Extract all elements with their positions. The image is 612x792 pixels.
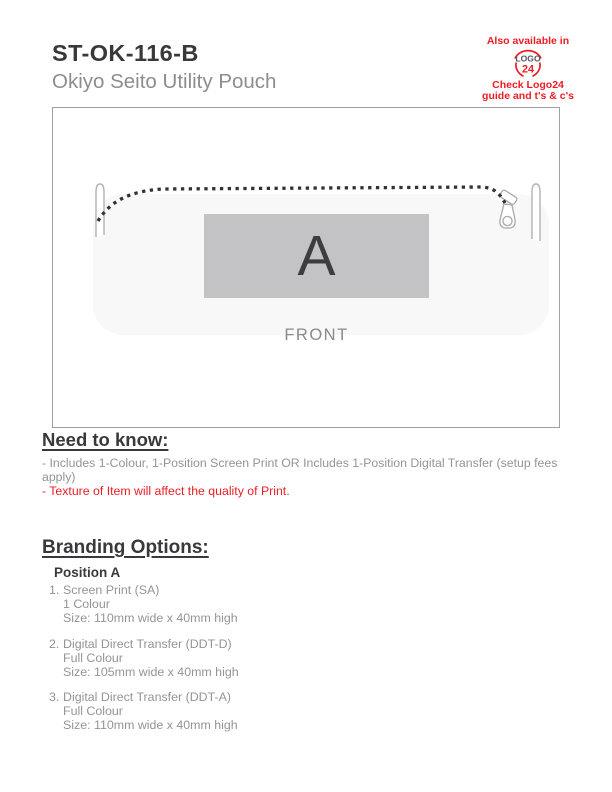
option-method-label: Digital Direct Transfer (DDT-A) xyxy=(63,690,231,705)
product-name-subtitle: Okiyo Seito Utility Pouch xyxy=(52,70,277,93)
option-method xyxy=(49,638,449,652)
option-size: Size: 110mm wide x 40mm high xyxy=(63,718,238,733)
option-colour: Full Colour xyxy=(63,704,123,719)
option-method xyxy=(49,691,449,705)
option-number: 1. xyxy=(49,583,60,597)
product-code-title: ST-OK-116-B xyxy=(52,40,199,66)
product-image-frame xyxy=(52,107,560,428)
option-method xyxy=(49,584,449,598)
logo24-badge-word: LOGO xyxy=(515,53,541,64)
branding-option-1 xyxy=(49,584,449,626)
need-to-know-warning: - Texture of Item will affect the quality of Print. xyxy=(42,484,290,498)
position-letter: A xyxy=(297,223,336,288)
option-method-label: Screen Print (SA) xyxy=(63,583,160,597)
option-colour: 1 Colour xyxy=(63,596,110,611)
front-view-label: FRONT xyxy=(284,326,349,344)
logo24-line-guide: guide and t's & c's xyxy=(482,90,574,102)
option-number: 2. xyxy=(49,636,60,651)
branding-options-list xyxy=(49,565,449,745)
position-a-title: Position A xyxy=(54,565,121,580)
option-size: Size: 110mm wide x 40mm high xyxy=(63,610,238,625)
option-number: 3. xyxy=(49,690,60,705)
logo24-line-check: Check Logo24 xyxy=(492,79,564,91)
logo24-badge-number: 24 xyxy=(521,63,535,76)
logo24-availability-block xyxy=(474,36,582,102)
option-colour: Full Colour xyxy=(63,650,123,665)
branding-position-marker xyxy=(204,214,429,298)
option-size: Size: 105mm wide x 40mm high xyxy=(63,664,239,679)
branding-option-3 xyxy=(49,691,449,733)
branding-options-heading: Branding Options: xyxy=(42,537,209,558)
need-to-know-heading: Need to know: xyxy=(42,429,169,450)
option-method-label: Digital Direct Transfer (DDT-D) xyxy=(63,636,232,651)
logo24-badge-icon xyxy=(509,49,547,79)
need-to-know-note: - Includes 1-Colour, 1-Position Screen Print OR Includes 1-Position Digital Transfer (setup fees apply) xyxy=(42,456,558,485)
branding-option-2 xyxy=(49,638,449,680)
logo24-line-top: Also available in xyxy=(486,35,570,47)
